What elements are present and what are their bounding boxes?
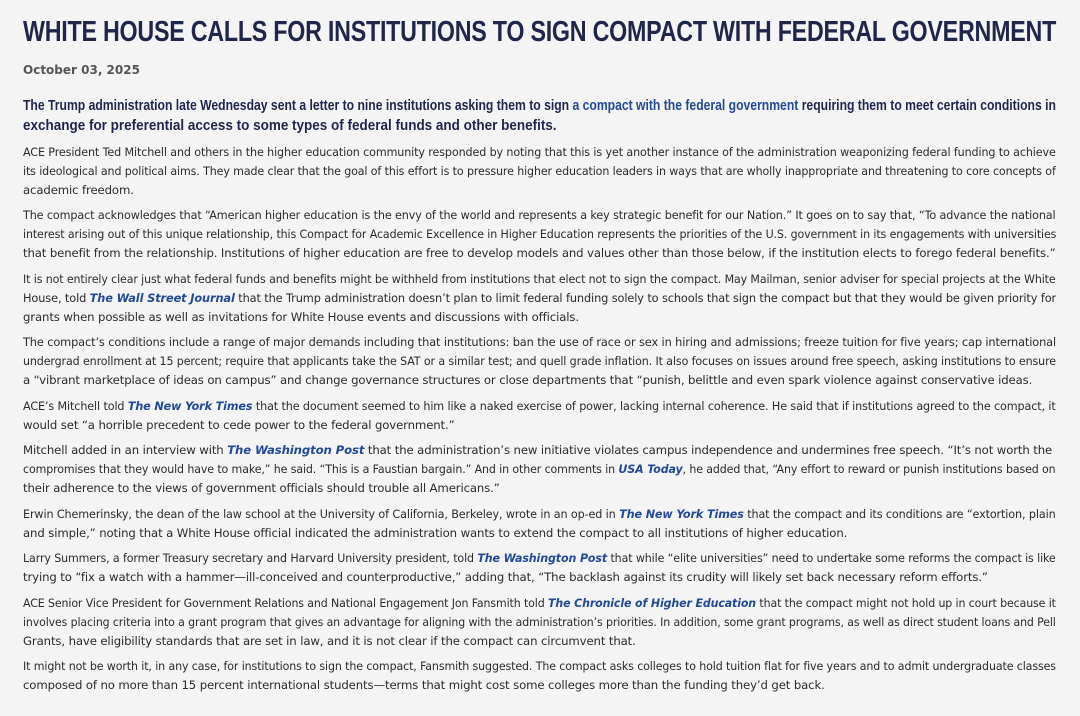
- chronicle-link[interactable]: The Chronicle of Higher Education: [547, 595, 757, 610]
- paragraph-text: Larry Summers, a former Treasury secretary and Harvard University president, told: [23, 551, 478, 565]
- paragraph-text: that the Trump administration doesn’t plan to limit federal funding solely to schools that sign the compact but that they would be given priority for: [234, 290, 1057, 305]
- paragraph-line: grants when possible as well as invitations for White House events and discussions with officials.: [23, 309, 579, 324]
- paragraph-line: [23, 397, 1056, 416]
- paragraph-line: [23, 549, 1056, 568]
- paragraph-line: The compact acknowledges that “American higher education is the envy of the world and represents a key strategic benefit for our Nation.” It goes on to say that, “To advance the national: [23, 208, 1056, 222]
- paragraph-10: [23, 657, 1056, 695]
- paragraph-text: ACE’s Mitchell told: [23, 398, 128, 413]
- compact-link[interactable]: a compact with the federal government: [572, 98, 799, 114]
- paragraph-line: [23, 505, 1056, 524]
- paragraph-text: , he added that, “Any effort to reward or punish institutions based on: [682, 462, 1056, 476]
- washington-post-link[interactable]: The Washington Post: [227, 443, 365, 457]
- paragraph-text: that the compact might not hold up in court because it: [756, 595, 1056, 610]
- paragraph-text: Erwin Chemerinsky, the dean of the law school at the University of California, Berkeley, wrote in an op-ed in: [23, 506, 620, 521]
- paragraph-text: that while “elite universities” need to undertake some reforms the compact is like: [607, 551, 1056, 565]
- paragraph-text: that the document seemed to him like a naked exercise of power, lacking internal coherence. He said that if institutions agreed to the compact, it: [252, 398, 1056, 413]
- paragraph-line: composed of no more than 15 percent international students—terms that might cost some colleges more than the funding they’d get back.: [23, 678, 825, 692]
- wsj-link[interactable]: The Wall Street Journal: [89, 290, 235, 305]
- paragraph-line: It might not be worth it, in any case, for institutions to sign the compact, Fansmith suggested. The compact asks colleges to hold tuition flat for five years and to admit undergraduate classes: [23, 659, 1056, 673]
- paragraph-text: House, told: [23, 290, 90, 305]
- paragraph-line: [23, 460, 1056, 479]
- paragraph-text: Mitchell added in an interview with: [23, 443, 228, 457]
- paragraph-1: [23, 143, 1056, 200]
- paragraph-line: its ideological and political aims. They made clear that the goal of this effort is to pressure higher education leaders in ways that are wholly inappropriate and threatening to core concepts of: [23, 163, 1056, 178]
- paragraph-line: a “vibrant marketplace of ideas on campus” and change governance structures or close departments that “punish, belittle and even spark violence against conservative ideas.: [23, 373, 1033, 387]
- paragraph-text: ACE Senior Vice President for Government Relations and National Engagement Jon Fansmith told: [23, 595, 548, 610]
- paragraph-line: would set “a horrible precedent to cede power to the federal government.”: [23, 417, 455, 432]
- paragraph-line: ACE President Ted Mitchell and others in the higher education community responded by noting that this is yet another instance of the administration weaponizing federal funding to achieve: [23, 144, 1056, 159]
- paragraph-line: It is not entirely clear just what federal funds and benefits might be withheld from institutions that elect not to sign the compact. May Mailman, senior adviser for special projects at the White: [23, 271, 1056, 286]
- paragraph-line: interest arising out of this unique relationship, this Compact for Academic Excellence in Higher Education represents the priorities of the U.S. government in its engagements with universities: [23, 227, 1057, 241]
- paragraph-line: that benefit from the relationship. Institutions of higher education are free to develop models and values other than those below, if the institution elects to forego federal benefits.”: [23, 246, 1056, 260]
- paragraph-line: academic freedom.: [23, 182, 134, 197]
- paragraph-text: compromises that they would have to make,” he said. “This is a Faustian bargain.” And in other comments in: [23, 462, 619, 476]
- paragraph-line: [23, 289, 1057, 308]
- paragraph-text: that the administration’s new initiative violates campus independence and undermines free speech. “It’s not worth the: [364, 443, 1053, 457]
- article-lede: [23, 96, 1056, 136]
- washington-post-link[interactable]: The Washington Post: [477, 551, 608, 565]
- paragraph-8: [23, 549, 1056, 587]
- paragraph-line: [23, 594, 1056, 613]
- nyt-link[interactable]: The New York Times: [619, 506, 744, 521]
- paragraph-line: [23, 441, 1056, 460]
- lede-line-2: exchange for preferential access to some types of federal funds and other benefits.: [23, 118, 557, 134]
- nyt-link[interactable]: The New York Times: [127, 398, 253, 413]
- paragraph-line: undergrad enrollment at 15 percent; require that applicants take the SAT or a similar test; and quell grade inflation. It also focuses on issues around free speech, asking institutions to ensure: [23, 354, 1056, 368]
- paragraph-5: [23, 397, 1056, 435]
- paragraph-line: and simple,” noting that a White House official indicated the administration wants to extend the compact to all institutions of higher education.: [23, 525, 848, 540]
- paragraph-line: trying to “fix a watch with a hammer—ill-conceived and counterproductive,” adding that, “The backlash against its crudity will likely set back necessary reform efforts.”: [23, 570, 988, 584]
- paragraph-2: [23, 206, 1056, 263]
- article-headline: WHITE HOUSE CALLS FOR INSTITUTIONS TO SIGN COMPACT WITH FEDERAL GOVERNMENT: [23, 16, 1057, 48]
- article-date: October 03, 2025: [23, 63, 140, 77]
- lede-text: requiring them to meet certain conditions in: [798, 98, 1056, 114]
- paragraph-7: [23, 505, 1056, 543]
- paragraph-9: [23, 594, 1056, 651]
- paragraph-line: their adherence to the views of government officials should trouble all Americans.”: [23, 481, 500, 495]
- lede-line-1: [23, 96, 1056, 116]
- lede-text: The Trump administration late Wednesday sent a letter to nine institutions asking them to sign: [23, 98, 573, 114]
- paragraph-line: involves placing criteria into a grant program that gives an advantage for aligning with the administration’s priorities. In addition, some grant programs, as well as direct student loans and Pell: [23, 614, 1056, 629]
- paragraph-3: [23, 270, 1056, 327]
- paragraph-line: Grants, have eligibility standards that are set in law, and it is not clear if the compact can circumvent that.: [23, 633, 636, 648]
- paragraph-6: [23, 441, 1056, 498]
- paragraph-text: that the compact and its conditions are “extortion, plain: [743, 506, 1056, 521]
- usa-today-link[interactable]: USA Today: [618, 462, 683, 476]
- paragraph-4: [23, 333, 1056, 390]
- paragraph-line: The compact’s conditions include a range of major demands including that institutions: ban the use of race or sex in hiring and admissions; freeze tuition for five years; cap international: [23, 335, 1057, 349]
